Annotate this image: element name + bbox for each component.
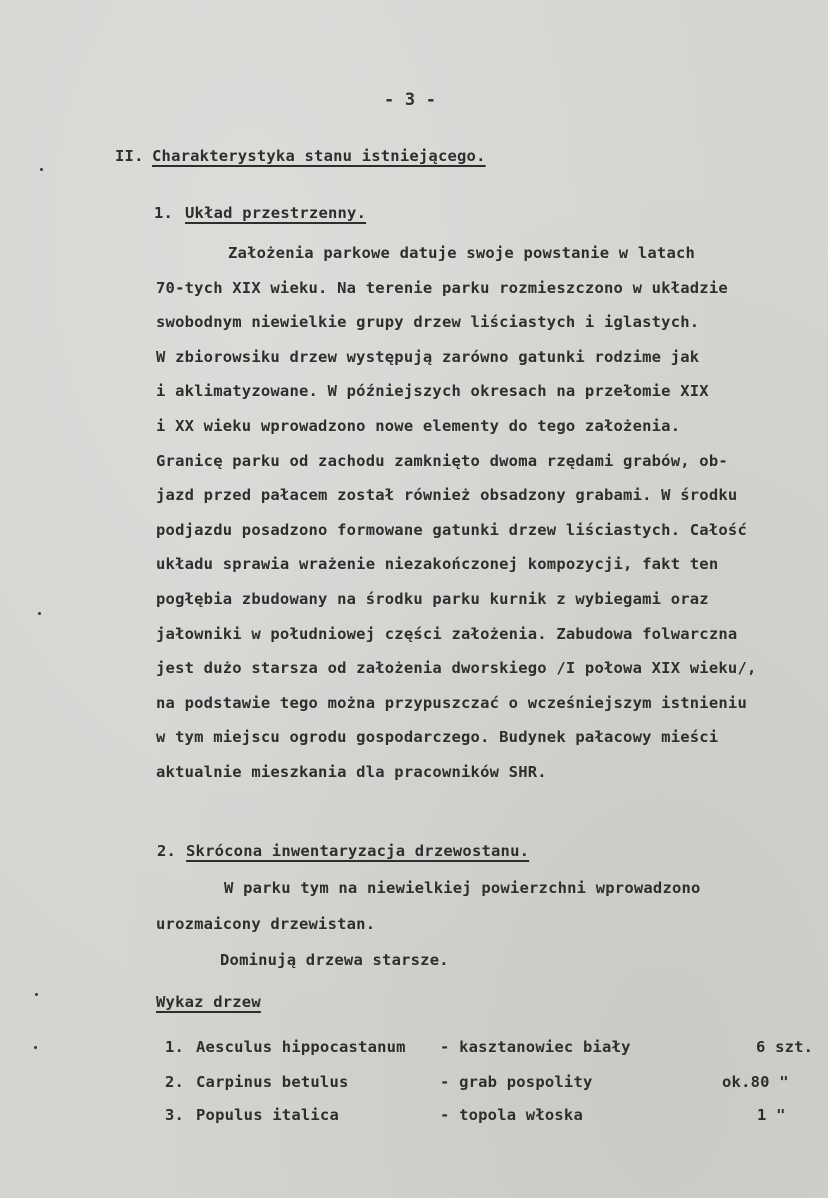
paragraph-1-line: jest dużo starsza od założenia dworskiego /I połowa XIX wieku/, (156, 659, 757, 677)
margin-mark (34, 1046, 37, 1049)
paragraph-1-line: w tym miejscu ogrodu gospodarczego. Budynek pałacowy mieści (156, 728, 719, 746)
paragraph-1-line: podjazdu posadzono formowane gatunki drzew liściastych. Całość (156, 521, 747, 539)
paragraph-1-line: Granicę parku od zachodu zamknięto dwoma rzędami grabów, ob- (156, 452, 728, 470)
subsection-1-number: 1. (154, 204, 174, 222)
paragraph-2-line: urozmaicony drzewistan. (156, 915, 376, 933)
subsection-2-number: 2. (157, 842, 177, 860)
paragraph-1-line: Założenia parkowe datuje swoje powstanie w latach (228, 244, 696, 262)
paragraph-1-line: układu sprawia wrażenie niezakończonej kompozycji, fakt ten (156, 555, 719, 573)
tree-list-heading: Wykaz drzew (156, 993, 261, 1011)
paragraph-1-line: na podstawie tego można przypuszczać o wcześniejszym istnieniu (156, 694, 747, 712)
margin-mark (35, 993, 38, 996)
tree-number: 2. (165, 1073, 185, 1091)
tree-count: 1 " (757, 1106, 786, 1124)
tree-polish-name: - grab pospolity (440, 1073, 593, 1091)
paragraph-1-line: swobodnym niewielkie grupy drzew liściastych i iglastych. (156, 313, 700, 331)
paragraph-1-line: aktualnie mieszkania dla pracowników SHR. (156, 763, 547, 781)
margin-mark (38, 612, 41, 615)
tree-polish-name: - kasztanowiec biały (440, 1038, 631, 1056)
paragraph-3: Dominują drzewa starsze. (220, 951, 449, 969)
tree-latin-name: Populus italica (196, 1106, 339, 1124)
paragraph-1-line: pogłębia zbudowany na środku parku kurnik z wybiegami oraz (156, 590, 709, 608)
tree-count: 6 szt. (756, 1038, 814, 1056)
paragraph-1-line: 70-tych XIX wieku. Na terenie parku rozmieszczono w układzie (156, 279, 728, 297)
tree-latin-name: Carpinus betulus (196, 1073, 349, 1091)
paragraph-1-line: i aklimatyzowane. W późniejszych okresach na przełomie XIX (156, 382, 709, 400)
tree-latin-name: Aesculus hippocastanum (196, 1038, 406, 1056)
paragraph-1-line: jałowniki w południowej części założenia. Zabudowa folwarczna (156, 625, 738, 643)
subsection-2-title: Skrócona inwentaryzacja drzewostanu. (186, 842, 530, 860)
section-title: Charakterystyka stanu istniejącego. (152, 147, 486, 165)
paragraph-1-line: jazd przed pałacem został również obsadzony grabami. W środku (156, 486, 738, 504)
paragraph-1-line: i XX wieku wprowadzono nowe elementy do tego założenia. (156, 417, 681, 435)
tree-number: 1. (165, 1038, 185, 1056)
tree-polish-name: - topola włoska (440, 1106, 583, 1124)
margin-mark (40, 168, 43, 171)
paragraph-2-line: W parku tym na niewielkiej powierzchni wprowadzono (224, 879, 701, 897)
page-number: - 3 - (384, 90, 437, 110)
section-number: II. (115, 147, 144, 165)
tree-number: 3. (165, 1106, 185, 1124)
paragraph-1-line: W zbiorowsiku drzew występują zarówno gatunki rodzime jak (156, 348, 700, 366)
subsection-1-title: Układ przestrzenny. (185, 204, 367, 222)
tree-count: ok.80 " (722, 1073, 789, 1091)
